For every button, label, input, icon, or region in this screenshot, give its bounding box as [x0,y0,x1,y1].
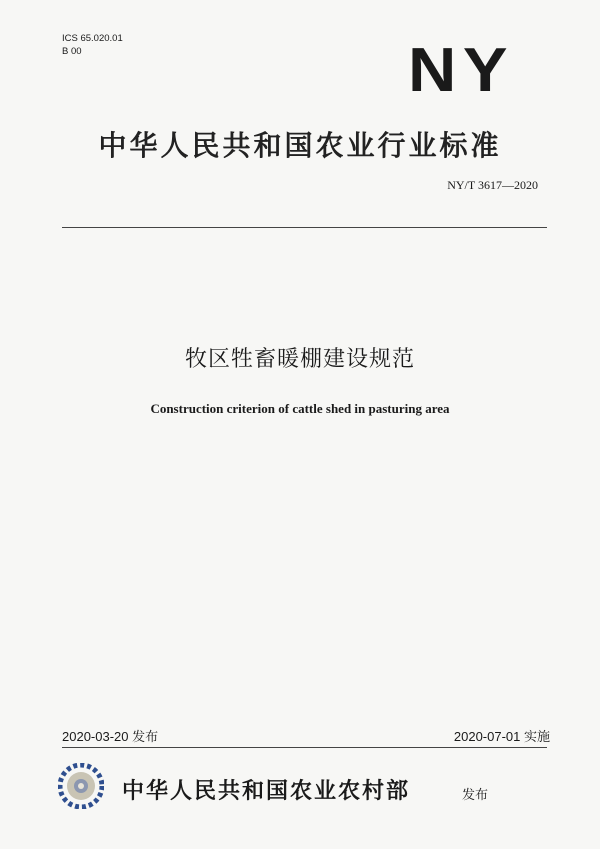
document-title-chinese: 牧区牲畜暖棚建设规范 [184,347,415,372]
ics-block [62,32,123,58]
document-title-english: Construction criterion of cattle shed in pasturing area [150,401,450,416]
standard-code: NY/T 3617—2020 [447,178,538,192]
ministry-name: 中华人民共和国农业农村部 [122,779,411,804]
header-divider [62,227,547,228]
publish-label: 发布 [462,788,489,803]
standard-type-title: 中华人民共和国农业行业标准 [98,129,502,162]
issue-date: 2020-03-20 发布 [62,729,159,744]
ics-code: ICS 65.020.01 [62,33,123,44]
footer-divider [62,747,547,748]
implement-date: 2020-07-01 实施 [453,729,550,744]
ccs-code: B 00 [62,46,82,57]
ny-logo: NY [408,36,514,105]
ministry-emblem-icon [58,763,104,809]
